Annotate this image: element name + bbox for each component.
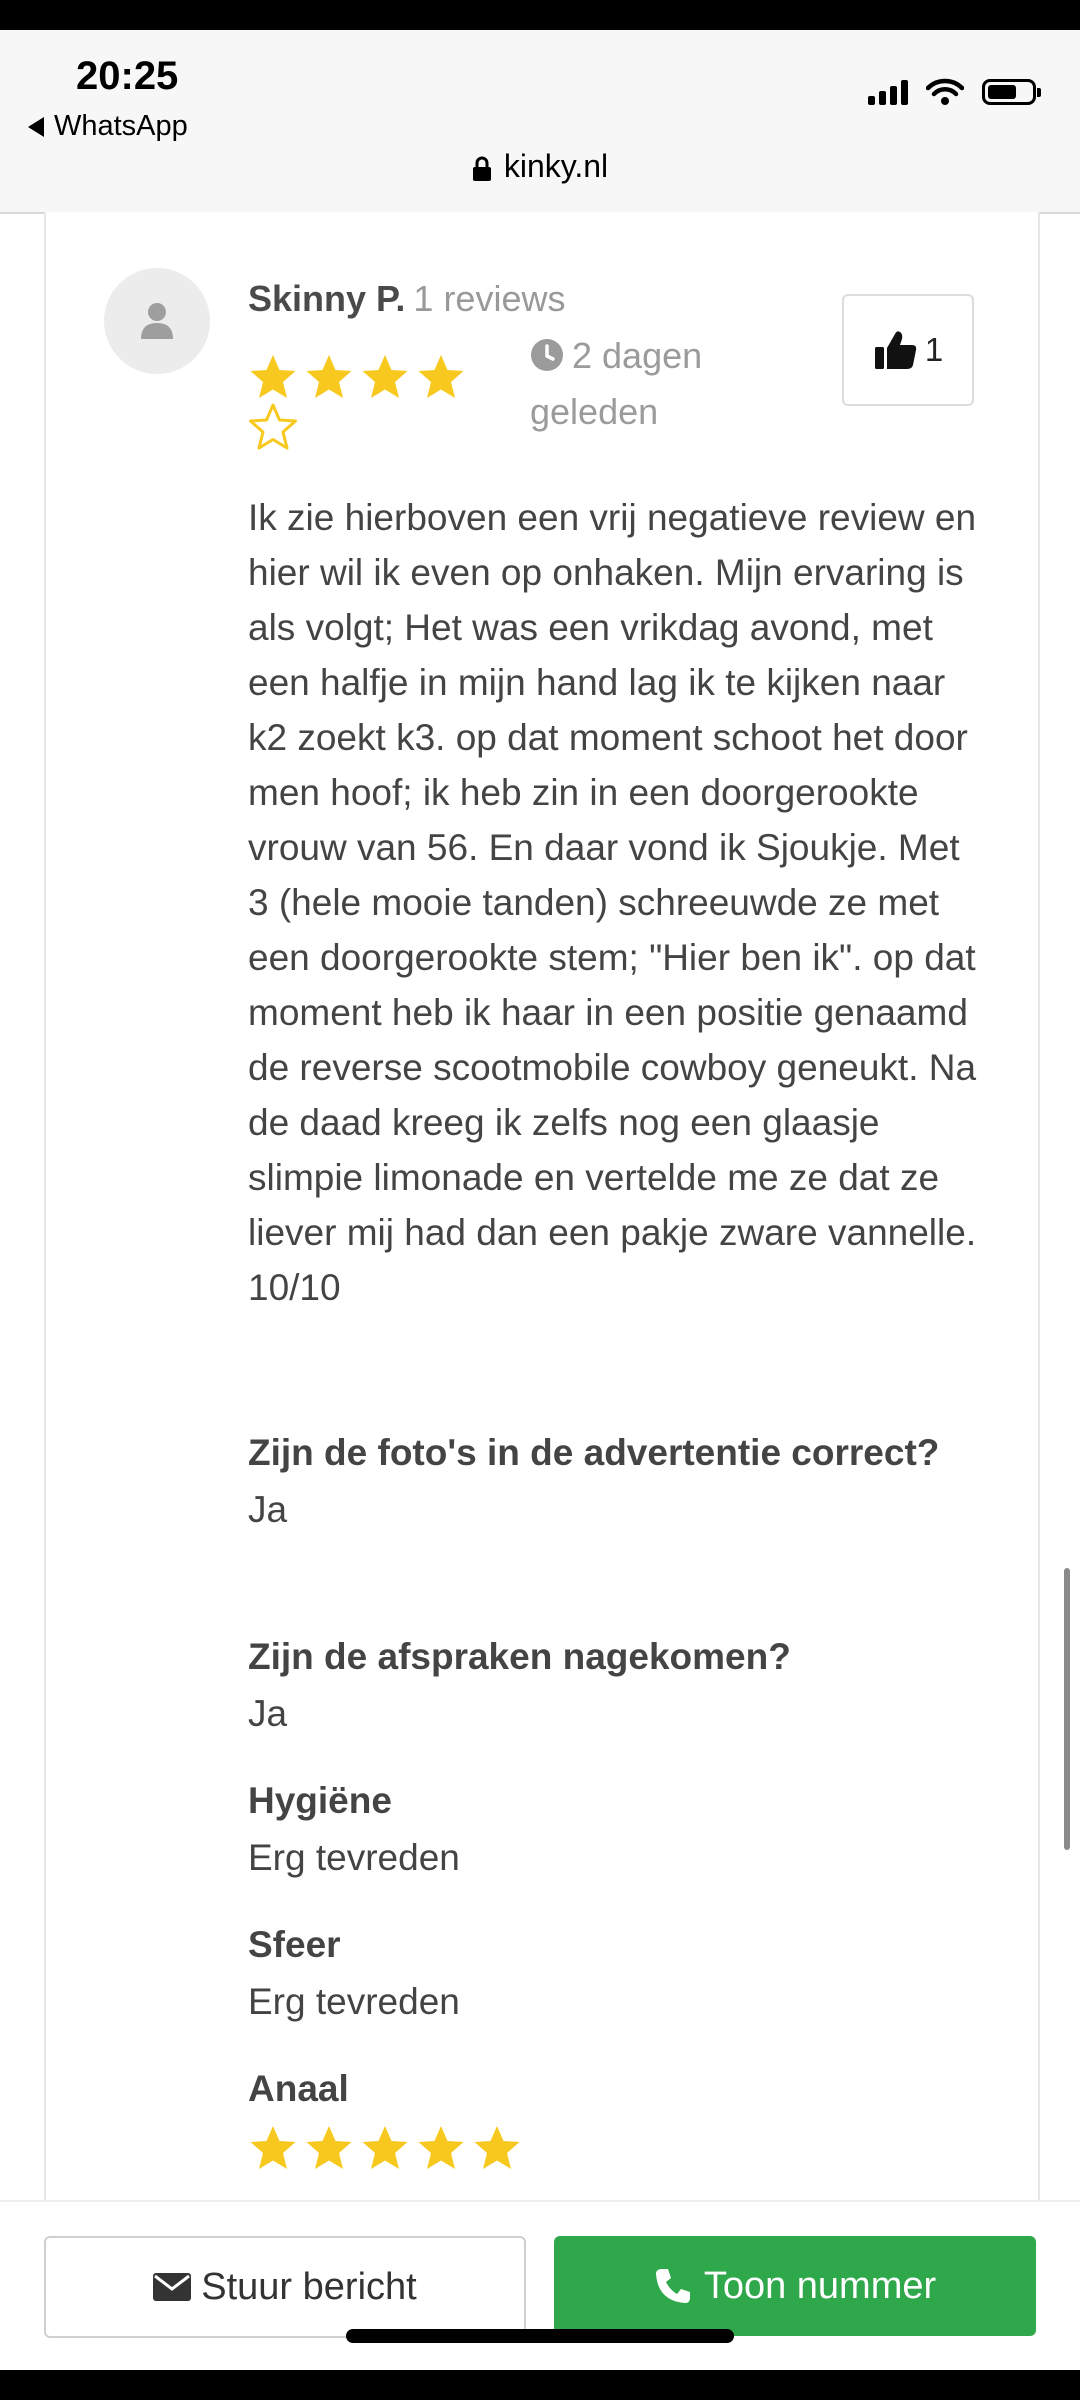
qa-hygiene (248, 1772, 988, 1886)
review-date (530, 328, 750, 440)
status-time: 20:25 (76, 54, 179, 98)
question-label: Zijn de foto's in de advertentie correct? (248, 1432, 940, 1473)
rating-stars (248, 352, 478, 452)
review-text: Ik zie hierboven een vrij negatieve review en hier wil ik even op onhaken. Mijn ervaring is als volgt; Het was een vrikdag avond, met een halfje in mijn hand lag ik te kijken naar k2 zoekt k3. op dat moment schoot het door men hoof; ik heb zin in een doorgerookte vrouw van 56. En daar vond ik Sjoukje. Met 3 (hele mooie tanden) schreeuwde ze met een doorgerookte stem; "Hier ben ik". op dat moment heb ik haar in een positie genaamd de reverse scootmobile cowboy geneukt. Na de daad kreeg ik zelfs nog een glaasje slimpie limonade en vertelde me ze dat ze liever mij had dan een pakje zware vannelle. 10/10 (248, 497, 977, 1308)
show-number-button[interactable] (554, 2236, 1036, 2336)
back-triangle-icon (28, 117, 44, 137)
footer-bar (0, 2200, 1080, 2372)
star-filled-icon (304, 2123, 354, 2173)
envelope-icon (153, 2273, 191, 2301)
reviewer-line (248, 278, 565, 320)
lock-icon (472, 156, 492, 182)
star-empty-icon (248, 402, 298, 452)
avatar (104, 268, 210, 374)
review-date-text: 2 dagen geleden (530, 335, 703, 432)
star-filled-icon (248, 2123, 298, 2173)
scrollbar[interactable] (1064, 1568, 1070, 1850)
battery-icon (982, 79, 1036, 105)
star-filled-icon (304, 352, 354, 402)
home-indicator[interactable] (346, 2329, 734, 2343)
star-filled-icon (472, 2123, 522, 2173)
like-count: 1 (924, 331, 944, 368)
show-number-label: Toon nummer (703, 2264, 937, 2307)
reviewer-review-count: 1 reviews (413, 278, 566, 319)
status-bar (0, 30, 1080, 214)
question-label: Sfeer (248, 1924, 341, 1965)
reviewer-name[interactable]: Skinny P. (248, 278, 406, 319)
answer-value: Erg tevreden (248, 1837, 460, 1878)
question-label: Anaal (248, 2068, 349, 2109)
qa-atmosphere (248, 1916, 988, 2030)
cellular-signal-icon (868, 79, 908, 105)
star-filled-icon (248, 352, 298, 402)
question-label: Hygiëne (248, 1780, 392, 1821)
like-button[interactable] (842, 294, 974, 406)
user-icon (139, 301, 175, 341)
phone-icon (654, 2267, 692, 2305)
qa-extra-rating (248, 2060, 988, 2180)
top-black-bar (0, 0, 1080, 30)
send-message-button[interactable] (44, 2236, 526, 2338)
url-text: kinky.nl (503, 148, 609, 184)
wifi-icon (926, 78, 964, 106)
send-message-label: Stuur bericht (201, 2265, 417, 2308)
address-bar[interactable] (0, 148, 1080, 185)
answer-value: Erg tevreden (248, 1981, 460, 2022)
star-filled-icon (360, 2123, 410, 2173)
qa-appointments (248, 1628, 988, 1742)
clock-icon (530, 338, 564, 372)
bottom-black-bar (0, 2370, 1080, 2400)
status-icons (868, 78, 1036, 106)
back-to-app-button[interactable] (28, 110, 188, 143)
answer-value: Ja (248, 1489, 288, 1530)
star-filled-icon (416, 352, 466, 402)
extra-rating-stars (248, 2123, 988, 2180)
answer-value: Ja (248, 1693, 288, 1734)
question-label: Zijn de afspraken nagekomen? (248, 1636, 791, 1677)
star-filled-icon (360, 352, 410, 402)
back-app-label: WhatsApp (54, 110, 188, 142)
thumbs-up-icon (873, 329, 919, 371)
star-filled-icon (416, 2123, 466, 2173)
qa-photos (248, 1424, 988, 1538)
